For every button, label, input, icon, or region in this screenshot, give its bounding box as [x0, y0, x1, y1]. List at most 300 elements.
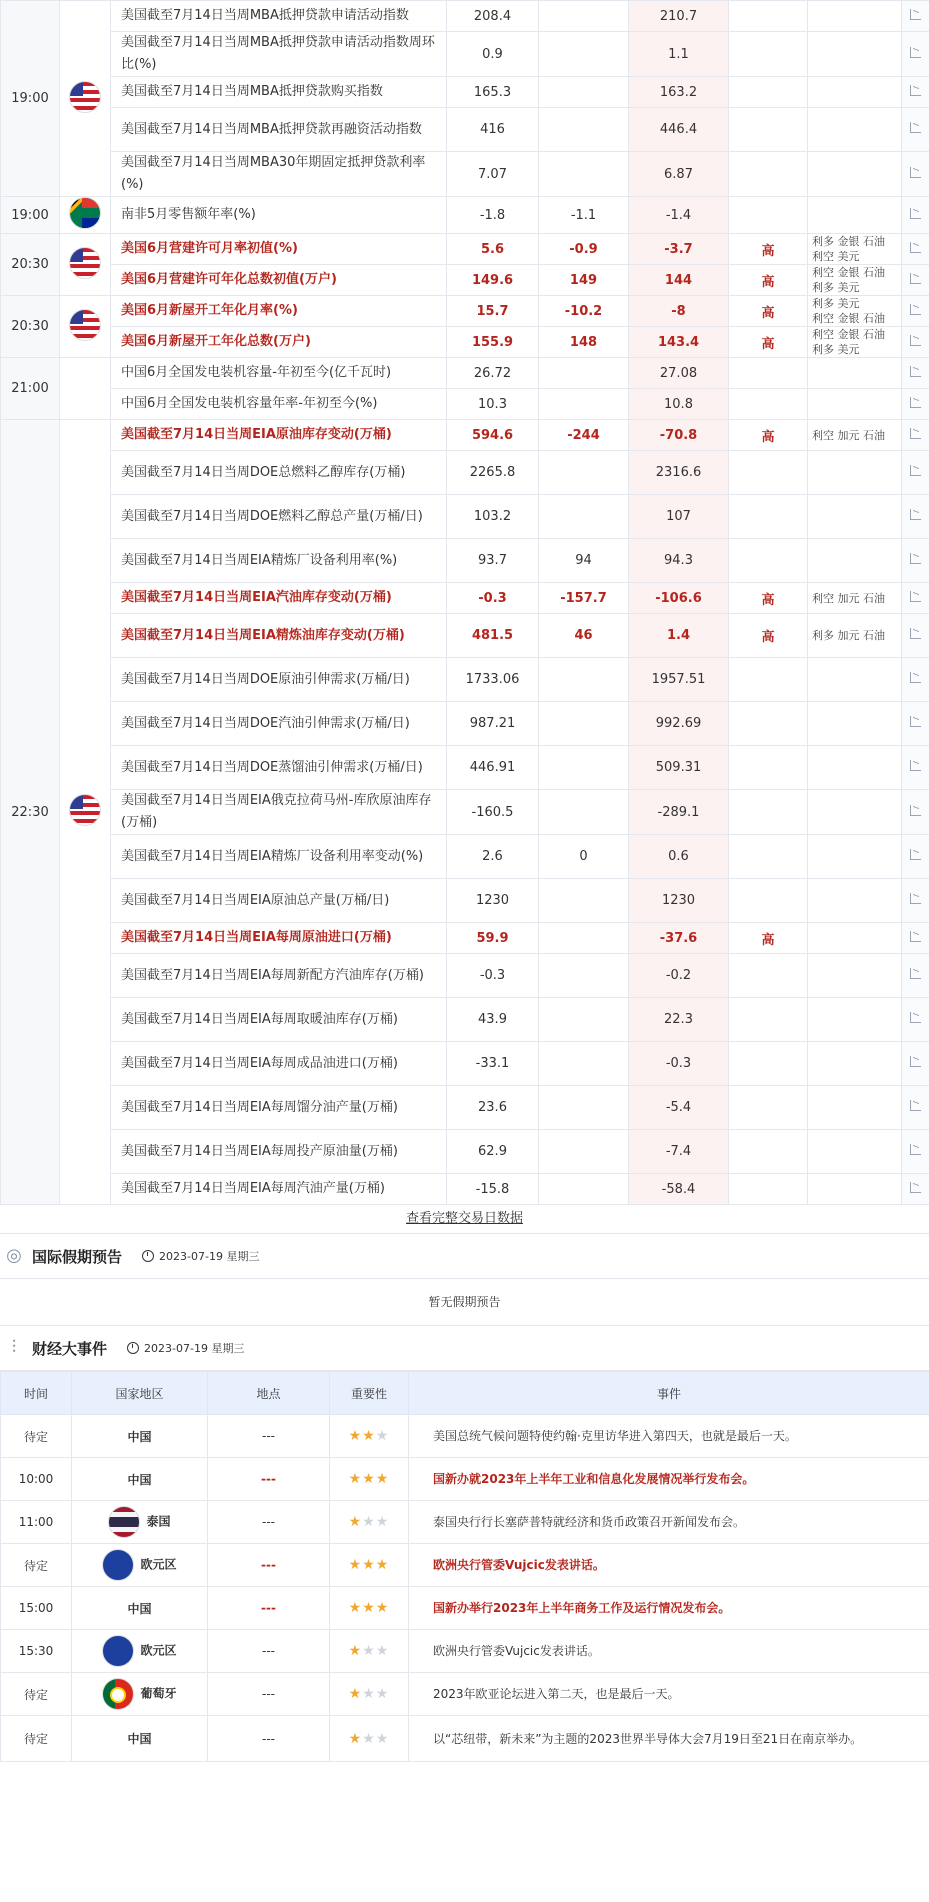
chart-link[interactable]	[902, 197, 929, 234]
full-data-link[interactable]: 查看完整交易日数据	[405, 1211, 523, 1226]
chart-link[interactable]	[902, 923, 929, 954]
star-icon: ★	[375, 1600, 390, 1616]
chart-icon[interactable]	[910, 509, 921, 520]
importance-label	[729, 108, 808, 152]
event-description: 以“芯纽带，新未来”为主题的2023世界半导体大会7月19日至21日在南京举办。	[409, 1716, 929, 1762]
chart-link[interactable]	[902, 327, 929, 358]
actual-value: 987.21	[447, 702, 539, 746]
chart-link[interactable]	[902, 1042, 929, 1086]
flag-th-icon	[108, 1506, 140, 1538]
event-place: ---	[208, 1544, 330, 1587]
col-time: 时间	[1, 1372, 72, 1415]
previous-value: -3.7	[629, 234, 729, 265]
flag-eu-icon	[102, 1549, 134, 1581]
chart-icon[interactable]	[910, 9, 921, 20]
effect-tags	[808, 77, 902, 108]
calendar-row	[1, 389, 929, 420]
actual-value: 59.9	[447, 923, 539, 954]
indicator-name: 美国截至7月14日当周DOE燃料乙醇总产量(万桶/日)	[111, 495, 447, 539]
country-name: 泰国	[146, 1514, 171, 1529]
event-description: 国新办就2023年上半年工业和信息化发展情况举行发布会。	[409, 1458, 929, 1501]
chart-icon[interactable]	[910, 122, 921, 133]
importance-label: 高	[729, 420, 808, 451]
effect-tags	[808, 790, 902, 835]
chart-link[interactable]	[902, 658, 929, 702]
indicator-name: 美国6月营建许可月率初值(%)	[111, 234, 447, 265]
previous-value: 10.8	[629, 389, 729, 420]
importance-label	[729, 358, 808, 389]
indicator-name: 美国截至7月14日当周DOE汽油引伸需求(万桶/日)	[111, 702, 447, 746]
calendar-row	[1, 790, 929, 835]
chart-icon[interactable]	[910, 672, 921, 683]
chart-icon[interactable]	[910, 1056, 921, 1067]
col-event: 事件	[409, 1372, 929, 1415]
previous-value: 22.3	[629, 998, 729, 1042]
event-place: ---	[208, 1587, 330, 1630]
calendar-row	[1, 835, 929, 879]
chart-link[interactable]	[902, 1174, 929, 1205]
previous-value: 27.08	[629, 358, 729, 389]
chart-link[interactable]	[902, 954, 929, 998]
star-icon: ★	[362, 1600, 376, 1616]
chart-icon[interactable]	[910, 397, 921, 408]
event-time: 22:30	[1, 420, 60, 1205]
flag-us-icon	[69, 309, 101, 341]
calendar-row	[1, 197, 929, 234]
effect-tags	[808, 358, 902, 389]
effect-tags	[808, 197, 902, 234]
event-country	[72, 1587, 208, 1630]
event-time: 待定	[1, 1716, 72, 1762]
effect-tags: 利多 加元 石油	[808, 614, 902, 658]
indicator-name: 中国6月全国发电装机容量年率-年初至今(%)	[111, 389, 447, 420]
forecast-value	[539, 32, 629, 77]
indicator-name: 美国截至7月14日当周EIA每周取暖油库存(万桶)	[111, 998, 447, 1042]
importance-label: 高	[729, 296, 808, 327]
effect-tags	[808, 923, 902, 954]
calendar-row	[1, 420, 929, 451]
forecast-value	[539, 658, 629, 702]
forecast-value	[539, 77, 629, 108]
event-country	[72, 1544, 208, 1587]
event-time: 20:30	[1, 296, 60, 358]
star-icon: ★	[348, 1514, 363, 1530]
previous-value: -37.6	[629, 923, 729, 954]
importance-label	[729, 998, 808, 1042]
indicator-name: 中国6月全国发电装机容量-年初至今(亿千瓦时)	[111, 358, 447, 389]
previous-value: -7.4	[629, 1130, 729, 1174]
previous-value: 144	[629, 265, 729, 296]
event-description: 国新办举行2023年上半年商务工作及运行情况发布会。	[409, 1587, 929, 1630]
effect-tags	[808, 1, 902, 32]
calendar-row	[1, 495, 929, 539]
chart-link[interactable]	[902, 358, 929, 389]
forecast-value	[539, 998, 629, 1042]
chart-link[interactable]	[902, 1130, 929, 1174]
previous-value: 446.4	[629, 108, 729, 152]
effect-tags	[808, 451, 902, 495]
actual-value: 149.6	[447, 265, 539, 296]
calendar-row	[1, 702, 929, 746]
star-icon: ★	[348, 1686, 363, 1702]
chart-link[interactable]	[902, 265, 929, 296]
calendar-row	[1, 1042, 929, 1086]
country-flag-cell	[60, 197, 111, 234]
holiday-empty-note: 暂无假期预告	[0, 1279, 929, 1326]
country-name: 中国	[127, 1429, 152, 1444]
chart-icon[interactable]	[910, 893, 921, 904]
chart-link[interactable]	[902, 1086, 929, 1130]
calendar-row	[1, 234, 929, 265]
star-icon: ★	[348, 1428, 363, 1444]
forecast-value	[539, 702, 629, 746]
event-time: 15:00	[1, 1587, 72, 1630]
previous-value: -1.4	[629, 197, 729, 234]
indicator-name: 美国截至7月14日当周DOE原油引伸需求(万桶/日)	[111, 658, 447, 702]
chart-icon[interactable]	[910, 628, 921, 639]
event-row	[1, 1544, 929, 1587]
chart-link[interactable]	[902, 998, 929, 1042]
indicator-name: 美国截至7月14日当周EIA精炼厂设备利用率(%)	[111, 539, 447, 583]
forecast-value: 0	[539, 835, 629, 879]
chart-icon[interactable]	[910, 208, 921, 219]
col-place: 地点	[208, 1372, 330, 1415]
importance-stars	[330, 1673, 409, 1716]
flag-eu-icon	[102, 1635, 134, 1667]
importance-label	[729, 835, 808, 879]
effect-tags	[808, 746, 902, 790]
chart-icon[interactable]	[910, 304, 921, 315]
effect-tags	[808, 1130, 902, 1174]
indicator-name: 美国截至7月14日当周EIA每周原油进口(万桶)	[111, 923, 447, 954]
importance-label	[729, 879, 808, 923]
previous-value: -106.6	[629, 583, 729, 614]
calendar-row	[1, 923, 929, 954]
importance-label	[729, 1174, 808, 1205]
indicator-name: 美国截至7月14日当周MBA30年期固定抵押贷款利率(%)	[111, 152, 447, 197]
flag-pt-icon	[102, 1678, 134, 1710]
calendar-row	[1, 954, 929, 998]
event-time: 19:00	[1, 197, 60, 234]
forecast-value	[539, 1042, 629, 1086]
calendar-row	[1, 539, 929, 583]
actual-value: 0.9	[447, 32, 539, 77]
previous-value: 509.31	[629, 746, 729, 790]
actual-value: 1733.06	[447, 658, 539, 702]
actual-value: -160.5	[447, 790, 539, 835]
forecast-value	[539, 108, 629, 152]
importance-label: 高	[729, 265, 808, 296]
col-importance: 重要性	[330, 1372, 409, 1415]
chart-link[interactable]	[902, 746, 929, 790]
importance-label	[729, 1086, 808, 1130]
indicator-name: 美国截至7月14日当周EIA俄克拉荷马州-库欣原油库存(万桶)	[111, 790, 447, 835]
chart-icon[interactable]	[910, 591, 921, 602]
chart-link[interactable]	[902, 420, 929, 451]
importance-label	[729, 1130, 808, 1174]
forecast-value	[539, 451, 629, 495]
chart-link[interactable]	[902, 835, 929, 879]
importance-stars	[330, 1501, 409, 1544]
chart-link[interactable]	[902, 234, 929, 265]
importance-stars	[330, 1415, 409, 1458]
importance-label	[729, 954, 808, 998]
country-flag-cell	[60, 296, 111, 358]
star-icon: ★	[348, 1557, 363, 1573]
chart-icon[interactable]	[910, 968, 921, 979]
actual-value: 1230	[447, 879, 539, 923]
event-description: 欧洲央行管委Vujcic发表讲话。	[409, 1630, 929, 1673]
actual-value: 23.6	[447, 1086, 539, 1130]
importance-label	[729, 197, 808, 234]
previous-value: 1.4	[629, 614, 729, 658]
importance-label	[729, 451, 808, 495]
globe-icon: ◎	[6, 1245, 22, 1266]
previous-value: -58.4	[629, 1174, 729, 1205]
chart-icon[interactable]	[910, 366, 921, 377]
forecast-value	[539, 1, 629, 32]
chart-link[interactable]	[902, 296, 929, 327]
event-description: 欧洲央行管委Vujcic发表讲话。	[409, 1544, 929, 1587]
star-icon: ★	[362, 1514, 376, 1530]
country-name: 中国	[127, 1601, 152, 1616]
importance-label: 高	[729, 327, 808, 358]
actual-value: -15.8	[447, 1174, 539, 1205]
event-place: ---	[208, 1415, 330, 1458]
chart-icon[interactable]	[910, 1012, 921, 1023]
indicator-name: 美国截至7月14日当周EIA每周新配方汽油库存(万桶)	[111, 954, 447, 998]
forecast-value: -157.7	[539, 583, 629, 614]
chart-icon[interactable]	[910, 273, 921, 284]
calendar-row	[1, 451, 929, 495]
star-icon: ★	[362, 1471, 376, 1487]
indicator-name: 美国6月新屋开工年化月率(%)	[111, 296, 447, 327]
chart-link[interactable]	[902, 614, 929, 658]
importance-stars	[330, 1716, 409, 1762]
effect-tags	[808, 879, 902, 923]
event-row	[1, 1673, 929, 1716]
chart-icon[interactable]	[910, 1182, 921, 1193]
chart-link[interactable]	[902, 389, 929, 420]
event-description: 2023年欧亚论坛进入第二天，也是最后一天。	[409, 1673, 929, 1716]
star-icon: ★	[362, 1557, 376, 1573]
forecast-value	[539, 790, 629, 835]
chart-icon[interactable]	[910, 931, 921, 942]
flag-za-icon	[69, 197, 101, 229]
chart-icon[interactable]	[910, 1100, 921, 1111]
event-country	[72, 1458, 208, 1501]
chart-icon[interactable]	[910, 553, 921, 564]
star-icon: ★	[375, 1428, 390, 1444]
effect-tags: 利空 金银 石油 利多 美元	[808, 265, 902, 296]
event-description: 泰国央行行长塞萨普特就经济和货币政策召开新闻发布会。	[409, 1501, 929, 1544]
chart-icon[interactable]	[910, 428, 921, 439]
indicator-name: 美国截至7月14日当周EIA精炼油库存变动(万桶)	[111, 614, 447, 658]
star-icon: ★	[375, 1730, 390, 1747]
actual-value: 208.4	[447, 1, 539, 32]
chart-link[interactable]	[902, 1, 929, 32]
previous-value: 107	[629, 495, 729, 539]
chart-link[interactable]	[902, 879, 929, 923]
forecast-value: 94	[539, 539, 629, 583]
effect-tags	[808, 702, 902, 746]
indicator-name: 美国6月营建许可年化总数初值(万户)	[111, 265, 447, 296]
calendar-row	[1, 108, 929, 152]
indicator-name: 美国截至7月14日当周MBA抵押贷款申请活动指数	[111, 1, 447, 32]
effect-tags	[808, 835, 902, 879]
star-icon: ★	[348, 1643, 363, 1659]
event-time: 待定	[1, 1415, 72, 1458]
chart-link[interactable]	[902, 583, 929, 614]
previous-value: -289.1	[629, 790, 729, 835]
forecast-value	[539, 152, 629, 197]
star-icon: ★	[362, 1730, 376, 1747]
event-time: 20:30	[1, 234, 60, 296]
calendar-row	[1, 583, 929, 614]
chart-icon[interactable]	[910, 760, 921, 771]
events-title: 财经大事件	[32, 1339, 108, 1358]
sliders-icon: ⫶	[11, 1337, 17, 1358]
effect-tags	[808, 658, 902, 702]
importance-label	[729, 495, 808, 539]
chart-link[interactable]	[902, 152, 929, 197]
forecast-value	[539, 879, 629, 923]
actual-value: 43.9	[447, 998, 539, 1042]
calendar-row	[1, 658, 929, 702]
chart-icon[interactable]	[910, 805, 921, 816]
events-table	[0, 1371, 929, 1762]
previous-value: 1.1	[629, 32, 729, 77]
event-time: 21:00	[1, 358, 60, 420]
event-place: ---	[208, 1673, 330, 1716]
forecast-value	[539, 495, 629, 539]
holiday-section-header	[0, 1233, 929, 1279]
event-row	[1, 1458, 929, 1501]
holiday-title: 国际假期预告	[32, 1247, 123, 1266]
actual-value: 2265.8	[447, 451, 539, 495]
previous-value: -0.2	[629, 954, 729, 998]
actual-value: 103.2	[447, 495, 539, 539]
effect-tags	[808, 1086, 902, 1130]
effect-tags: 利空 加元 石油	[808, 420, 902, 451]
calendar-row	[1, 1086, 929, 1130]
importance-label: 高	[729, 583, 808, 614]
effect-tags	[808, 1174, 902, 1205]
actual-value: 594.6	[447, 420, 539, 451]
chart-icon[interactable]	[910, 85, 921, 96]
actual-value: 155.9	[447, 327, 539, 358]
star-icon: ★	[348, 1471, 363, 1487]
chart-icon[interactable]	[910, 167, 921, 178]
importance-stars	[330, 1544, 409, 1587]
forecast-value	[539, 923, 629, 954]
events-section-header	[0, 1326, 929, 1371]
indicator-name: 美国截至7月14日当周MBA抵押贷款申请活动指数周环比(%)	[111, 32, 447, 77]
calendar-row	[1, 746, 929, 790]
chart-link[interactable]	[902, 539, 929, 583]
country-name: 葡萄牙	[140, 1686, 177, 1701]
effect-tags	[808, 998, 902, 1042]
effect-tags	[808, 539, 902, 583]
importance-stars	[330, 1587, 409, 1630]
calendar-row	[1, 265, 929, 296]
importance-label	[729, 702, 808, 746]
forecast-value: -0.9	[539, 234, 629, 265]
indicator-name: 美国截至7月14日当周EIA原油库存变动(万桶)	[111, 420, 447, 451]
forecast-value: 46	[539, 614, 629, 658]
star-icon: ★	[375, 1514, 390, 1530]
chart-link[interactable]	[902, 790, 929, 835]
forecast-value: -10.2	[539, 296, 629, 327]
indicator-name: 美国截至7月14日当周EIA每周成品油进口(万桶)	[111, 1042, 447, 1086]
country-name: 中国	[127, 1732, 152, 1746]
chart-icon[interactable]	[910, 1144, 921, 1155]
clock-icon	[142, 1250, 154, 1262]
forecast-value: -244	[539, 420, 629, 451]
importance-label	[729, 658, 808, 702]
actual-value: 26.72	[447, 358, 539, 389]
forecast-value	[539, 1130, 629, 1174]
chart-link[interactable]	[902, 77, 929, 108]
forecast-value	[539, 746, 629, 790]
event-country	[72, 1630, 208, 1673]
importance-label	[729, 1042, 808, 1086]
star-icon: ★	[362, 1643, 376, 1659]
calendar-row	[1, 32, 929, 77]
forecast-value	[539, 358, 629, 389]
chart-icon[interactable]	[910, 849, 921, 860]
chart-icon[interactable]	[910, 242, 921, 253]
star-icon: ★	[375, 1471, 390, 1487]
importance-label	[729, 77, 808, 108]
indicator-name: 美国截至7月14日当周EIA每周投产原油量(万桶)	[111, 1130, 447, 1174]
indicator-name: 美国截至7月14日当周EIA汽油库存变动(万桶)	[111, 583, 447, 614]
indicator-name: 美国截至7月14日当周EIA原油总产量(万桶/日)	[111, 879, 447, 923]
star-icon: ★	[375, 1686, 390, 1702]
chart-link[interactable]	[902, 451, 929, 495]
event-place: ---	[208, 1501, 330, 1544]
calendar-row	[1, 1130, 929, 1174]
chart-icon[interactable]	[910, 465, 921, 476]
clock-icon	[127, 1342, 139, 1354]
event-country	[72, 1673, 208, 1716]
importance-label	[729, 32, 808, 77]
flag-us-icon	[69, 794, 101, 826]
previous-value: 2316.6	[629, 451, 729, 495]
event-time: 11:00	[1, 1501, 72, 1544]
chart-link[interactable]	[902, 495, 929, 539]
chart-icon[interactable]	[910, 335, 921, 346]
actual-value: 10.3	[447, 389, 539, 420]
chart-icon[interactable]	[910, 716, 921, 727]
event-time: 19:00	[1, 1, 60, 197]
country-name: 欧元区	[140, 1557, 177, 1572]
actual-value: -0.3	[447, 954, 539, 998]
forecast-value: -1.1	[539, 197, 629, 234]
star-icon: ★	[375, 1643, 390, 1659]
previous-value: 210.7	[629, 1, 729, 32]
star-icon: ★	[362, 1428, 376, 1444]
chart-icon[interactable]	[910, 47, 921, 58]
actual-value: -0.3	[447, 583, 539, 614]
actual-value: 2.6	[447, 835, 539, 879]
effect-tags	[808, 1042, 902, 1086]
importance-label	[729, 389, 808, 420]
chart-link[interactable]	[902, 32, 929, 77]
chart-link[interactable]	[902, 702, 929, 746]
chart-link[interactable]	[902, 108, 929, 152]
forecast-value	[539, 1174, 629, 1205]
